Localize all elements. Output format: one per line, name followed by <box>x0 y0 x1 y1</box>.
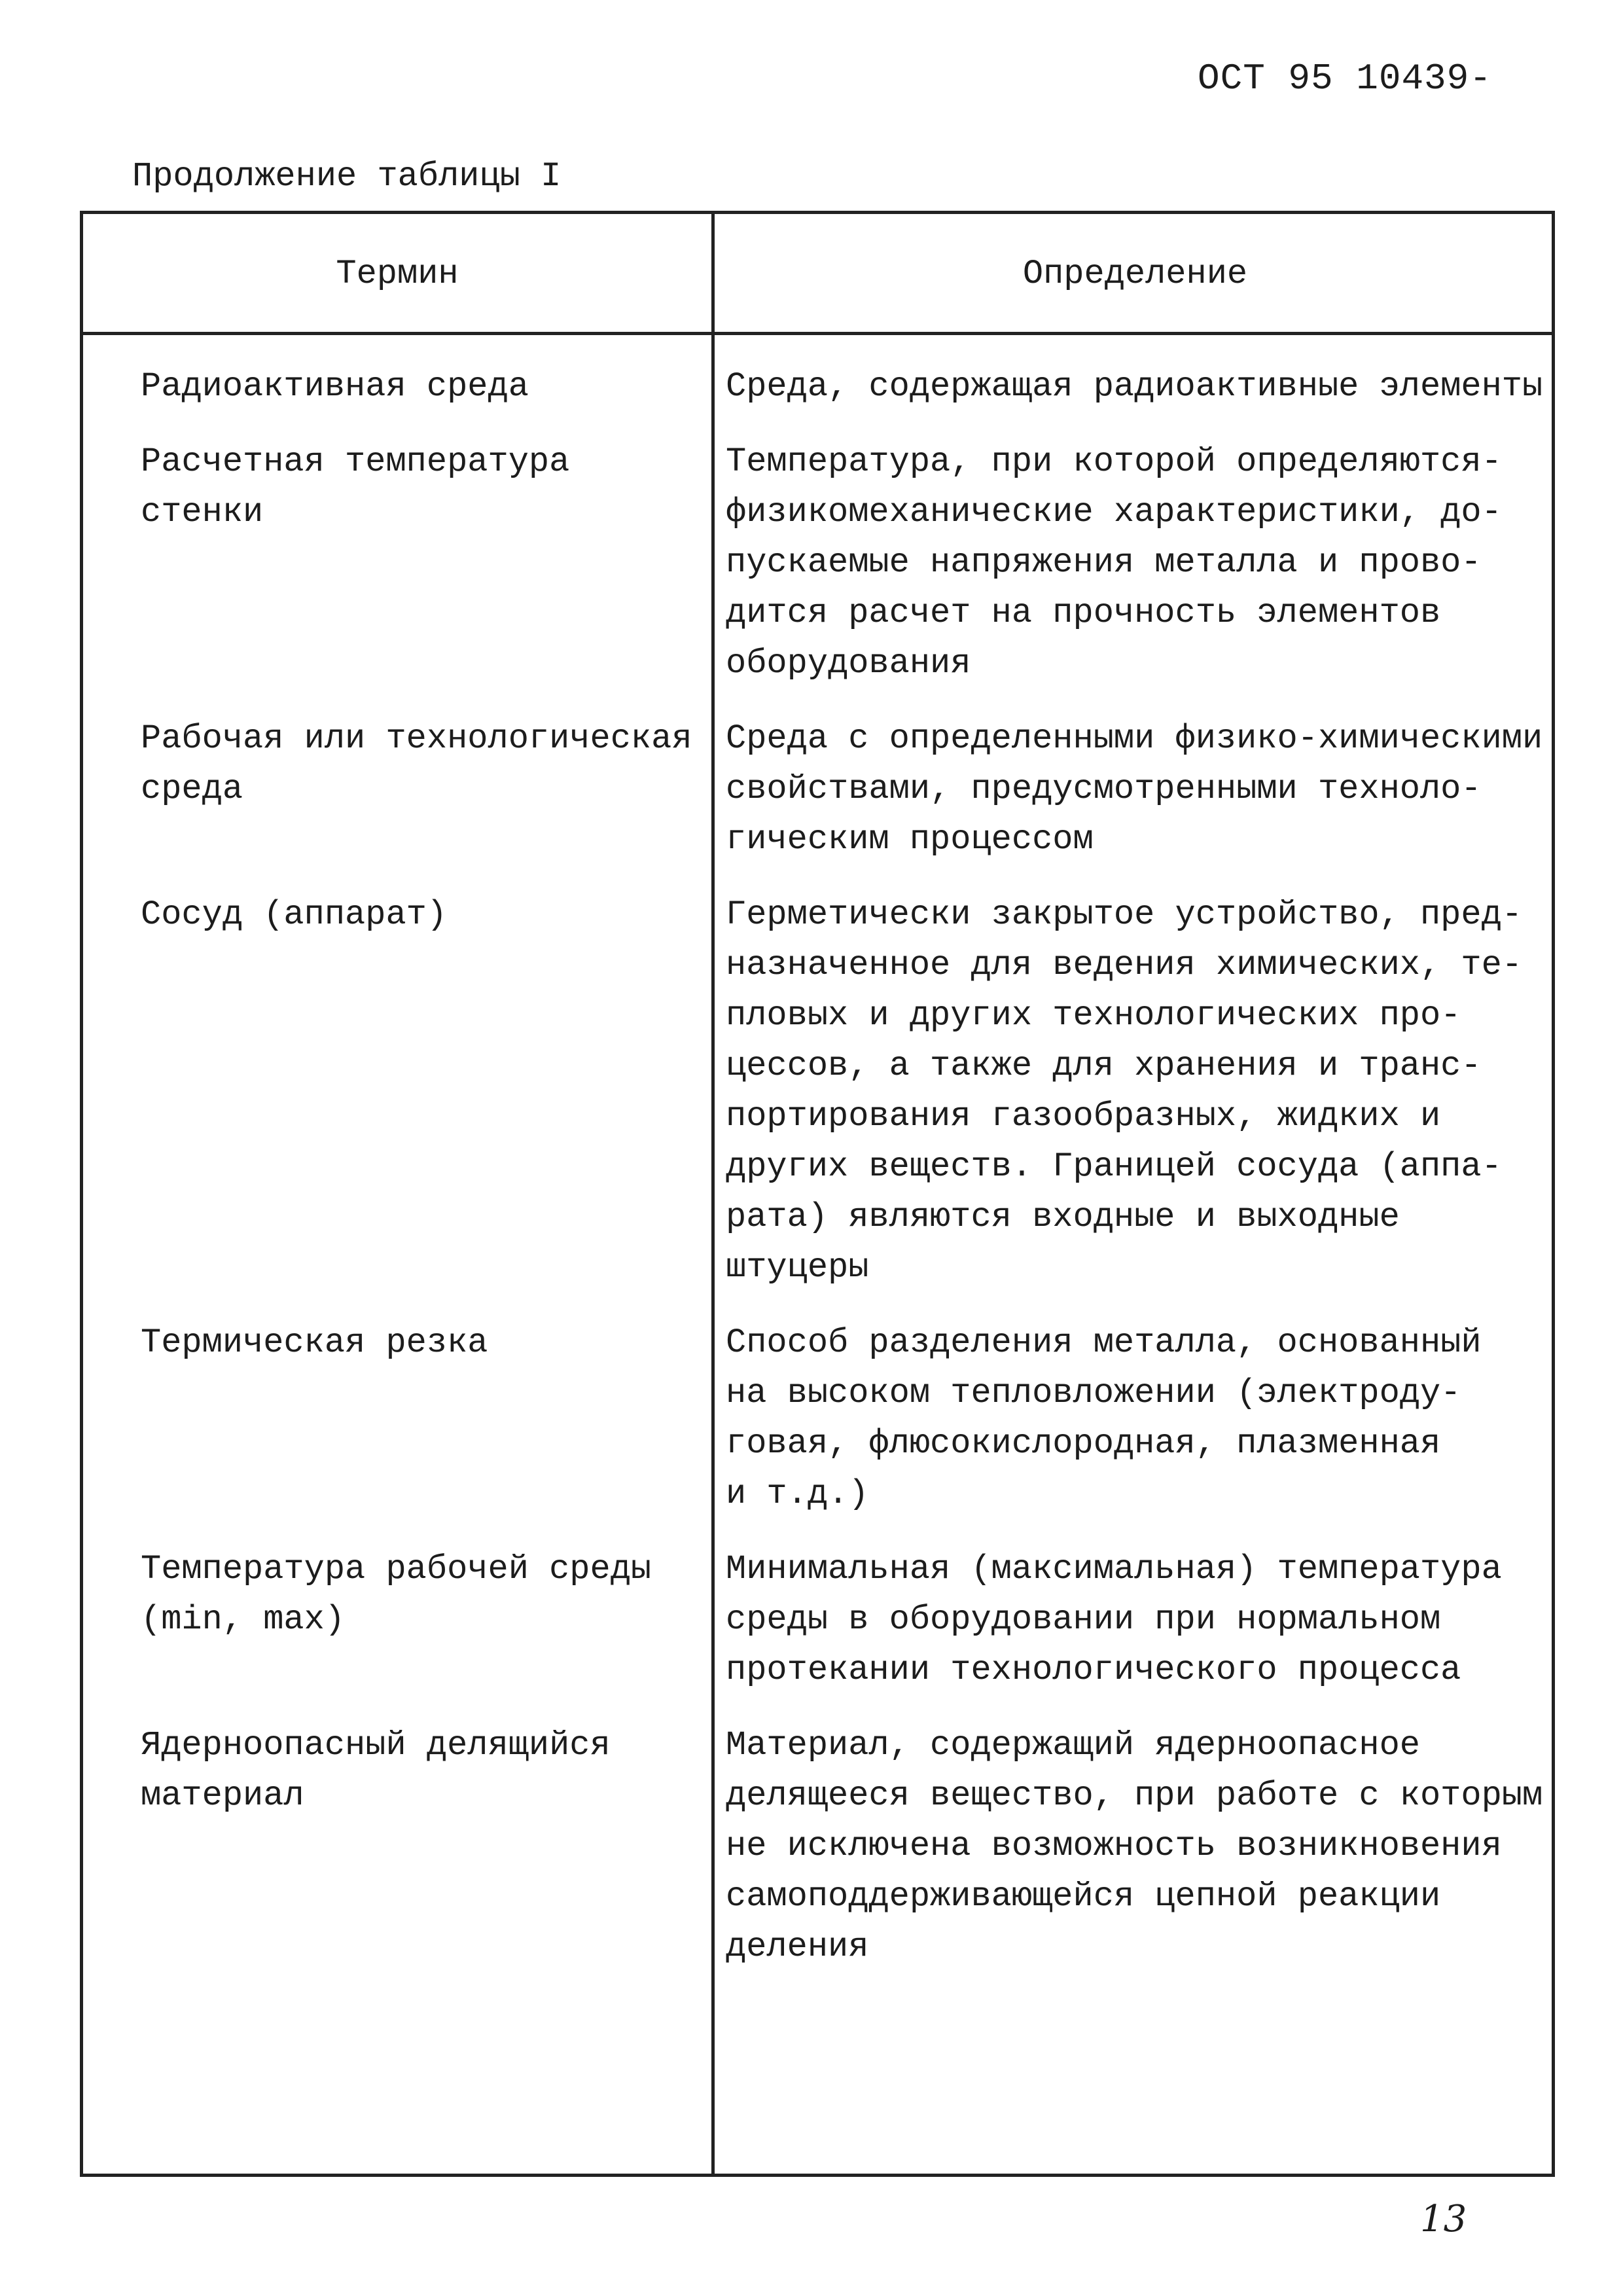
table-row <box>83 437 1552 689</box>
term-cell: Расчетная температура стенки <box>141 442 570 531</box>
term-cell: Рабочая или технологическая среда <box>141 719 692 808</box>
definition-cell: Среда с определенными физико-химическими свойствами, предусмотренными техноло- гическим процессом <box>726 719 1543 859</box>
table-header-row <box>83 214 1552 332</box>
table-row <box>83 1544 1552 1695</box>
table-row <box>83 713 1552 865</box>
table-row <box>83 1318 1552 1519</box>
document-code: ОСТ 95 10439- <box>1198 58 1492 99</box>
definition-cell: Среда, содержащая радиоактивные элементы <box>726 367 1543 406</box>
definition-cell: Материал, содержащий ядерноопасное делящееся вещество, при работе с которым не исключена возможность возникновения самоподдерживающейся цепной реакции деления <box>726 1726 1543 1966</box>
term-cell: Радиоактивная среда <box>141 367 529 406</box>
table-body <box>83 361 1552 1972</box>
table-row <box>83 361 1552 412</box>
term-cell: Ядерноопасный делящийся материал <box>141 1726 611 1815</box>
column-header-term: Термин <box>336 255 459 293</box>
term-cell: Температура рабочей среды (min, max) <box>141 1550 652 1639</box>
column-header-definition: Определение <box>1022 255 1248 293</box>
definition-cell: Минимальная (максимальная) температура среды в оборудовании при нормальном протекании технологического процесса <box>726 1550 1502 1689</box>
definition-cell: Способ разделения металла, основанный на высоком тепловложении (электроду- говая, флюсокислородная, плазменная и т.д.) <box>726 1323 1482 1513</box>
table-row <box>83 889 1552 1293</box>
page-number: 13 <box>1420 2198 1467 2240</box>
definition-cell: Герметически закрытое устройство, пред- назначенное для ведения химических, те- пловых и других технологических про- цессов, а также для хранения и транс- портирования газообразных, жидких и других веществ. Границей сосуда (аппа- рата) являются входные и выходные штуцеры <box>726 895 1522 1287</box>
header-divider <box>83 332 1552 335</box>
table-caption: Продолжение таблицы I <box>132 157 562 196</box>
table-row <box>83 1720 1552 1972</box>
definition-cell: Температура, при которой определяются- физикомеханические характеристики, до- пускаемые напряжения металла и прово- дится расчет на прочность элементов оборудования <box>726 442 1502 683</box>
term-cell: Сосуд (аппарат) <box>141 895 448 934</box>
terms-table <box>80 211 1555 2177</box>
term-cell: Термическая резка <box>141 1323 488 1362</box>
